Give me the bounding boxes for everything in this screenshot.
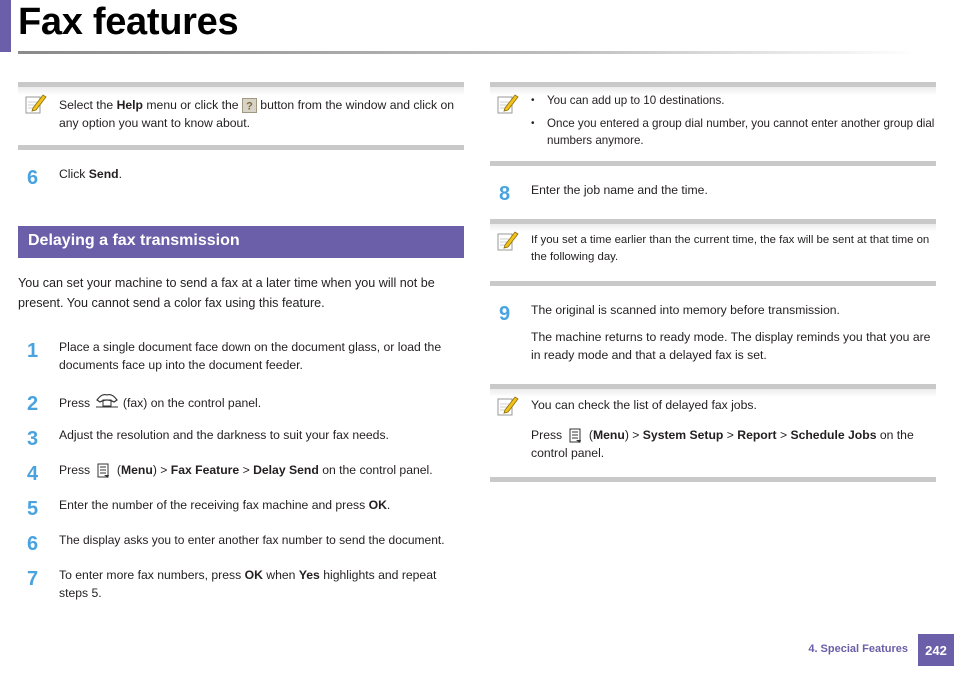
step-number: 5 — [27, 498, 39, 520]
help-question-icon — [242, 98, 257, 113]
ok-label: OK — [244, 568, 263, 582]
header-accent-bar — [0, 0, 11, 52]
yes-label: Yes — [298, 568, 320, 582]
list-item: • You can add up to 10 destinations. — [531, 92, 935, 109]
step-text-prefix: To enter more fax numbers, press — [59, 568, 245, 582]
delay-send-label: Delay Send — [253, 463, 319, 477]
intro-paragraph: You can set your machine to send a fax at a later time when you will not be present. You cannot send a color fax using this feature. — [18, 276, 435, 310]
step-number: 4 — [27, 463, 39, 485]
step-text-middle: when — [262, 568, 299, 582]
section-title: Delaying a fax transmission — [28, 232, 240, 249]
step-number: 3 — [27, 428, 39, 450]
step-number: 8 — [499, 183, 511, 205]
step-text — [59, 165, 122, 183]
page-title: Fax features — [18, 1, 239, 43]
help-note-text — [59, 96, 463, 132]
step-text — [59, 496, 464, 514]
note-shade — [490, 224, 936, 232]
separator: > — [776, 428, 791, 442]
step-number: 2 — [27, 393, 39, 415]
step-text-prefix: Enter the number of the receiving fax machine and press — [59, 498, 369, 512]
step-text-prefix: Click — [59, 167, 89, 181]
page-number: 242 — [918, 634, 954, 666]
destinations-bullet-list — [531, 92, 935, 149]
step-text: Adjust the resolution and the darkness to suit your fax needs. — [59, 428, 389, 442]
step-text — [59, 566, 464, 602]
step-text — [59, 461, 464, 479]
step-text-suffix: (fax) on the control panel. — [119, 396, 262, 410]
step-text — [59, 391, 464, 412]
paren-close: ) > — [624, 428, 643, 442]
menu-label: Menu — [593, 428, 625, 442]
footer-section-label: 4. Special Features — [808, 643, 908, 655]
help-menu-label: Help — [116, 98, 144, 112]
note-pencil-icon — [497, 230, 519, 252]
step-number: 7 — [27, 568, 39, 590]
step-text-prefix: Press — [59, 463, 94, 477]
list-item: • Once you entered a group dial number, you cannot enter another group dial numbers anymore. — [531, 115, 935, 149]
step-text-prefix: Press — [59, 396, 94, 410]
step-number: 6 — [27, 533, 39, 555]
menu-icon — [566, 428, 586, 444]
fax-icon — [94, 391, 120, 409]
report-label: Report — [737, 428, 777, 442]
step-text: The display asks you to enter another fax number to send the document. — [59, 533, 445, 547]
svg-text:?: ? — [246, 100, 253, 113]
paren-open: ( — [585, 428, 593, 442]
note-pencil-icon — [497, 395, 519, 417]
step-text-suffix: on the control panel. — [318, 463, 433, 477]
delayed-jobs-note-line: You can check the list of delayed fax jobs. — [531, 398, 757, 412]
note-pencil-icon — [25, 93, 47, 115]
ok-label: OK — [368, 498, 387, 512]
step-text-suffix: . — [118, 167, 122, 181]
note-prefix: Press — [531, 428, 566, 442]
paren-open: ( — [113, 463, 121, 477]
system-setup-label: System Setup — [642, 428, 724, 442]
paren-close: ) > — [152, 463, 171, 477]
delayed-jobs-note-path — [531, 426, 935, 462]
step-text: The machine returns to ready mode. The display reminds you that you are in ready mode and that a delayed fax is set. — [531, 330, 931, 362]
menu-icon — [94, 463, 114, 479]
note-pencil-icon — [497, 93, 519, 115]
note-suffix: on the control panel. — [531, 428, 914, 460]
menu-label: Menu — [121, 463, 153, 477]
step-text-suffix: . — [386, 498, 391, 512]
separator: > — [723, 428, 738, 442]
step-number: 6 — [27, 167, 39, 189]
step-text-suffix: highlights and repeat steps 5. — [59, 568, 437, 600]
help-note-suffix: button from the window and click on any option you want to know about. — [59, 98, 455, 130]
time-note-text: If you set a time earlier than the current time, the fax will be sent at that time on the following day. — [531, 234, 930, 263]
step-text: Place a single document face down on the document glass, or load the documents face up into the document feeder. — [59, 340, 442, 372]
note-shade — [18, 87, 464, 95]
help-note-prefix: Select the — [59, 98, 117, 112]
step-number: 9 — [499, 303, 511, 325]
step-text: The original is scanned into memory before transmission. — [531, 303, 840, 317]
send-label: Send — [88, 167, 119, 181]
separator: > — [239, 463, 254, 477]
step-text: Enter the job name and the time. — [531, 183, 708, 197]
schedule-jobs-label: Schedule Jobs — [790, 428, 877, 442]
help-note-middle: menu or click the — [143, 98, 242, 112]
title-rule — [18, 51, 918, 54]
fax-feature-label: Fax Feature — [170, 463, 240, 477]
step-number: 1 — [27, 340, 39, 362]
